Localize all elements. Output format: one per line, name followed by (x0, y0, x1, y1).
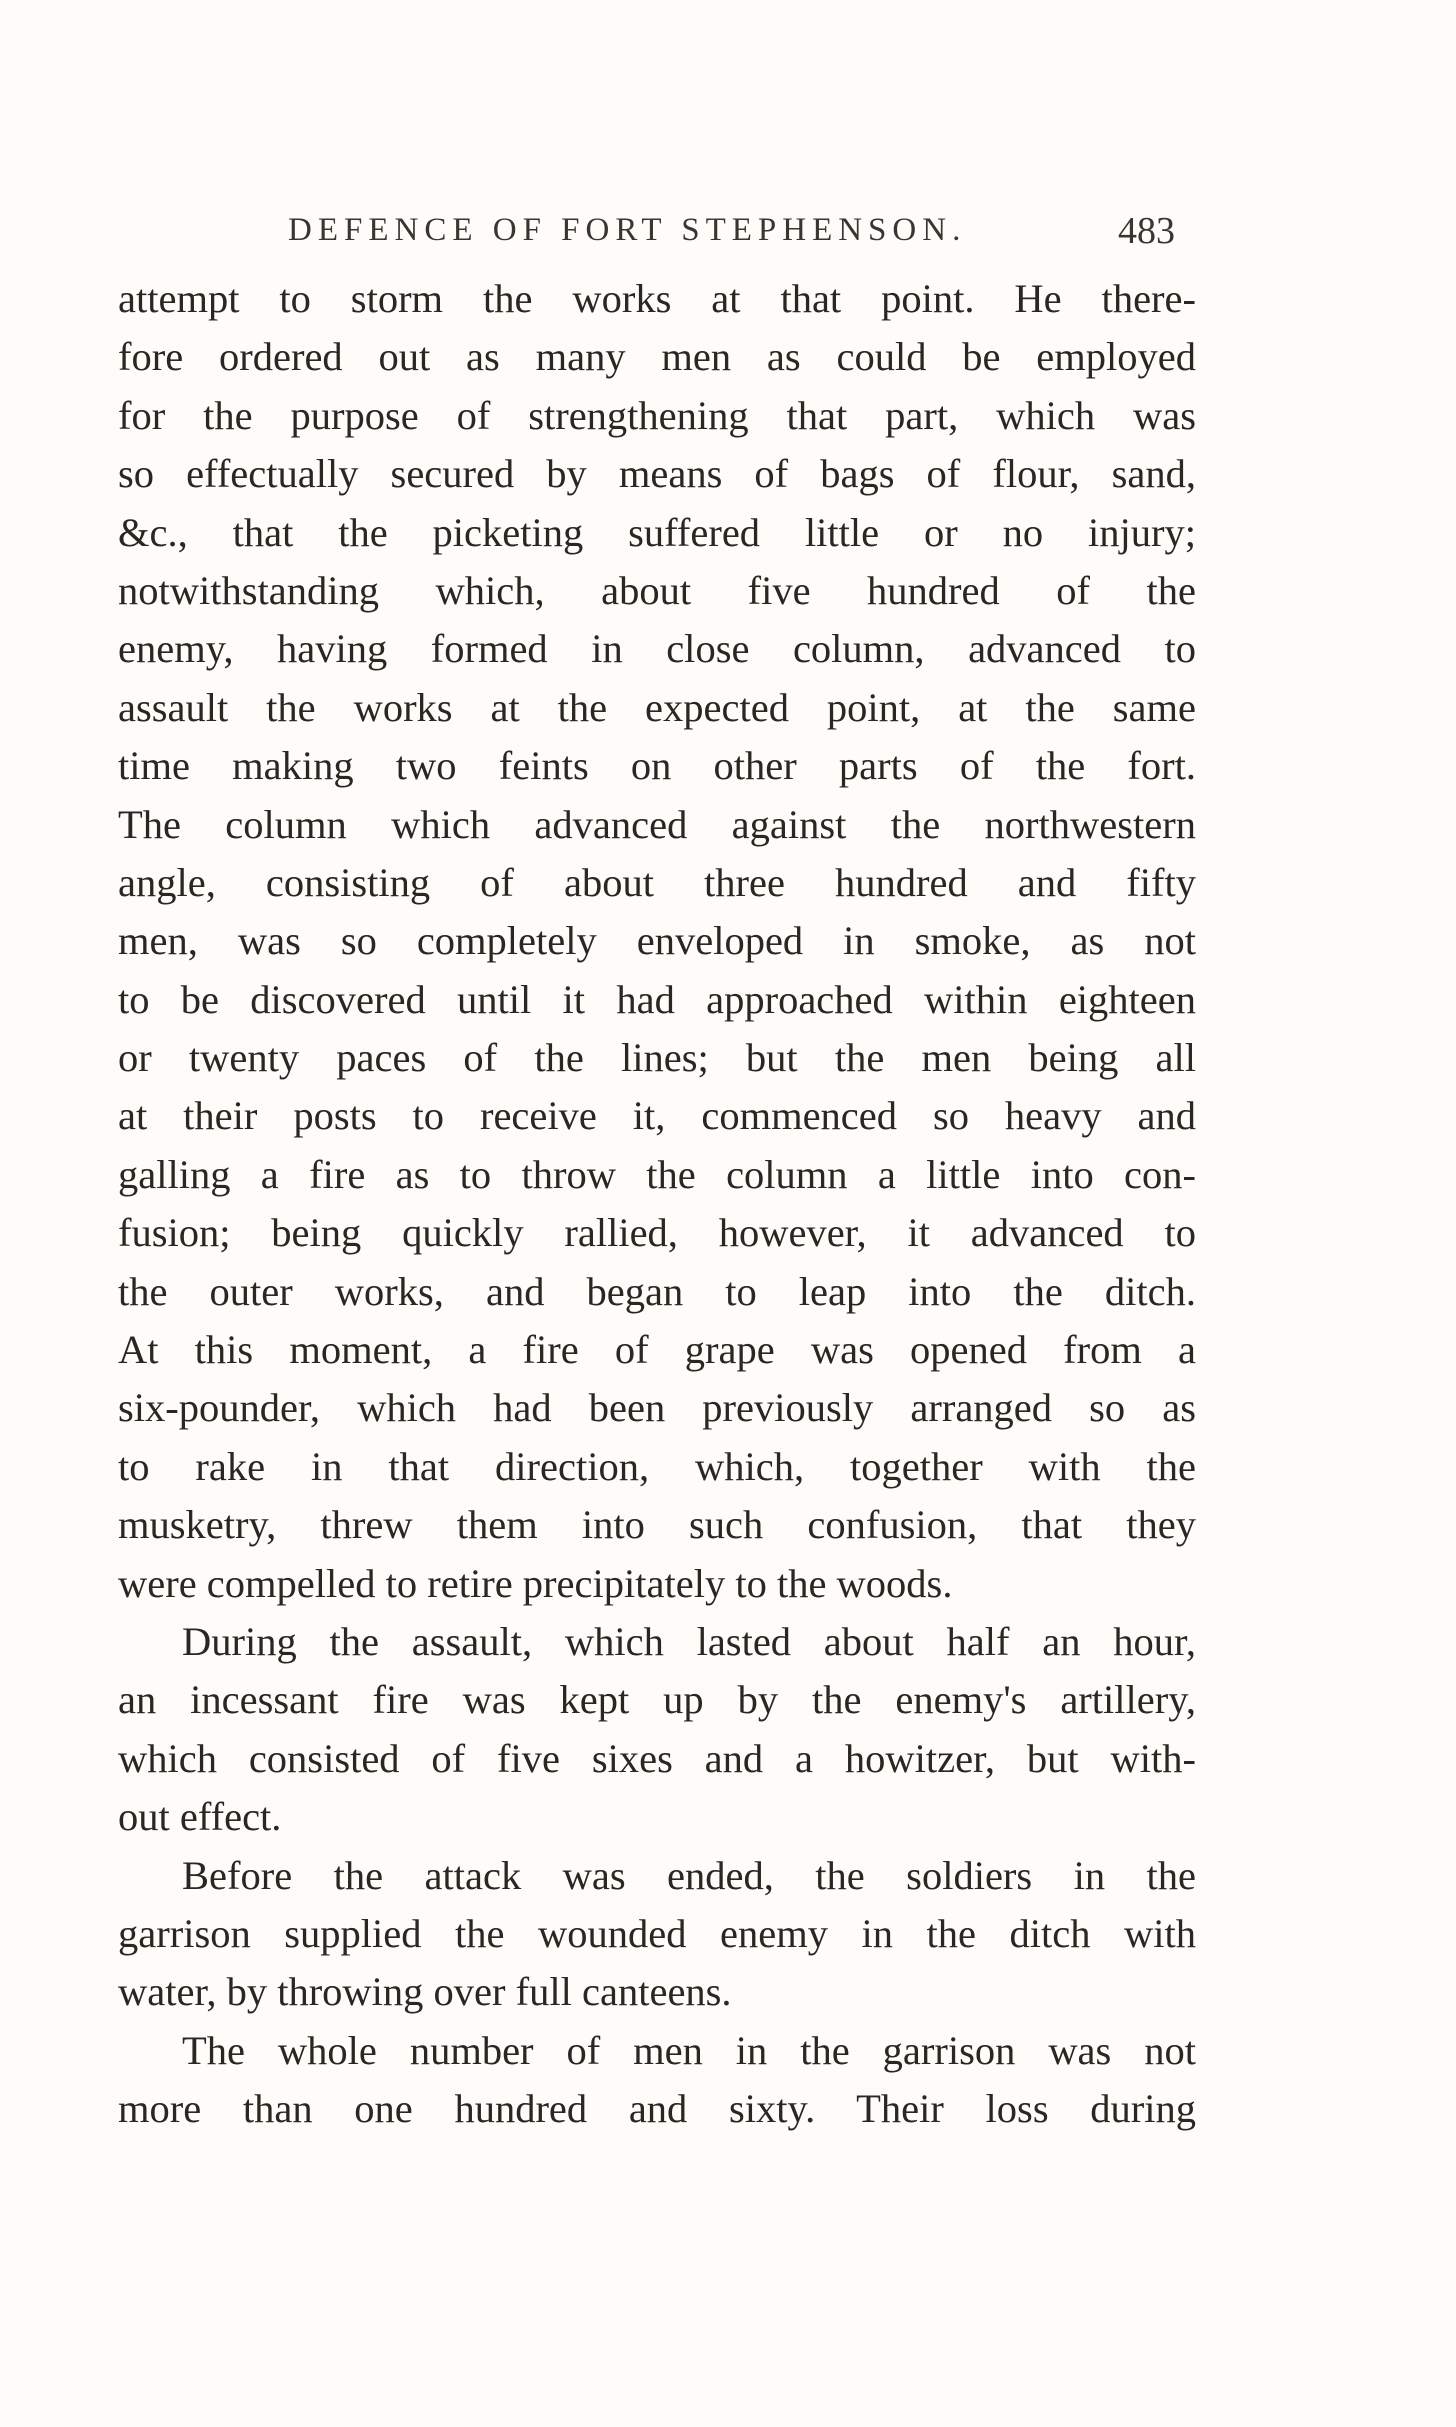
text-line: the outer works, and began to leap into the ditch. (118, 1268, 1196, 1314)
text-line: at their posts to receive it, commenced so heavy and (118, 1093, 1196, 1139)
text-line: to be discovered until it had approached within eighteen (118, 976, 1196, 1022)
text-line: assault the works at the expected point, at the same (118, 684, 1196, 730)
text-line: notwithstanding which, about five hundred of the (118, 567, 1196, 613)
text-line: During the assault, which lasted about half an hour, (182, 1618, 1196, 1664)
paragraph (118, 1847, 1196, 2022)
paragraph (118, 1613, 1196, 1847)
text-line: enemy, having formed in close column, advanced to (118, 626, 1196, 672)
page-header (0, 0, 1456, 260)
text-line: fusion; being quickly rallied, however, it advanced to (118, 1210, 1196, 1256)
text-line: Before the attack was ended, the soldiers in the (182, 1852, 1196, 1898)
text-line: &c., that the picketing suffered little or no injury; (118, 509, 1196, 555)
text-line: for the purpose of strengthening that part, which was (118, 392, 1196, 438)
text-line: or twenty paces of the lines; but the men being all (118, 1035, 1196, 1081)
text-line: garrison supplied the wounded enemy in the ditch with (118, 1910, 1196, 1956)
running-title: DEFENCE OF FORT STEPHENSON. (288, 212, 967, 248)
text-line: At this moment, a fire of grape was opened from a (118, 1327, 1196, 1373)
text-line: men, was so completely enveloped in smoke, as not (118, 918, 1196, 964)
text-line: an incessant fire was kept up by the enemy's artillery, (118, 1677, 1196, 1723)
text-line: which consisted of five sixes and a howitzer, but with- (118, 1735, 1196, 1781)
text-line: more than one hundred and sixty. Their loss during (118, 2086, 1196, 2132)
text-line: to rake in that direction, which, together with the (118, 1443, 1196, 1489)
body-text (118, 270, 1196, 2139)
text-line: time making two feints on other parts of the fort. (118, 743, 1196, 789)
text-line: galling a fire as to throw the column a little into con- (118, 1151, 1196, 1197)
text-line: were compelled to retire precipitately to the woods. (118, 1560, 953, 1606)
text-line: The column which advanced against the northwestern (118, 801, 1196, 847)
text-line: water, by throwing over full canteens. (118, 1969, 732, 2015)
text-line: angle, consisting of about three hundred and fifty (118, 859, 1196, 905)
text-line: six-pounder, which had been previously arranged so as (118, 1385, 1196, 1431)
paragraph (118, 270, 1196, 1613)
text-line: fore ordered out as many men as could be employed (118, 334, 1196, 380)
text-line: out effect. (118, 1794, 282, 1840)
page-number: 483 (1118, 210, 1175, 252)
text-line: attempt to storm the works at that point. He there- (118, 276, 1196, 321)
text-line: so effectually secured by means of bags of flour, sand, (118, 451, 1196, 497)
text-line: musketry, threw them into such confusion, that they (118, 1502, 1196, 1548)
paragraph (118, 2022, 1196, 2139)
text-line: The whole number of men in the garrison was not (182, 2027, 1196, 2073)
